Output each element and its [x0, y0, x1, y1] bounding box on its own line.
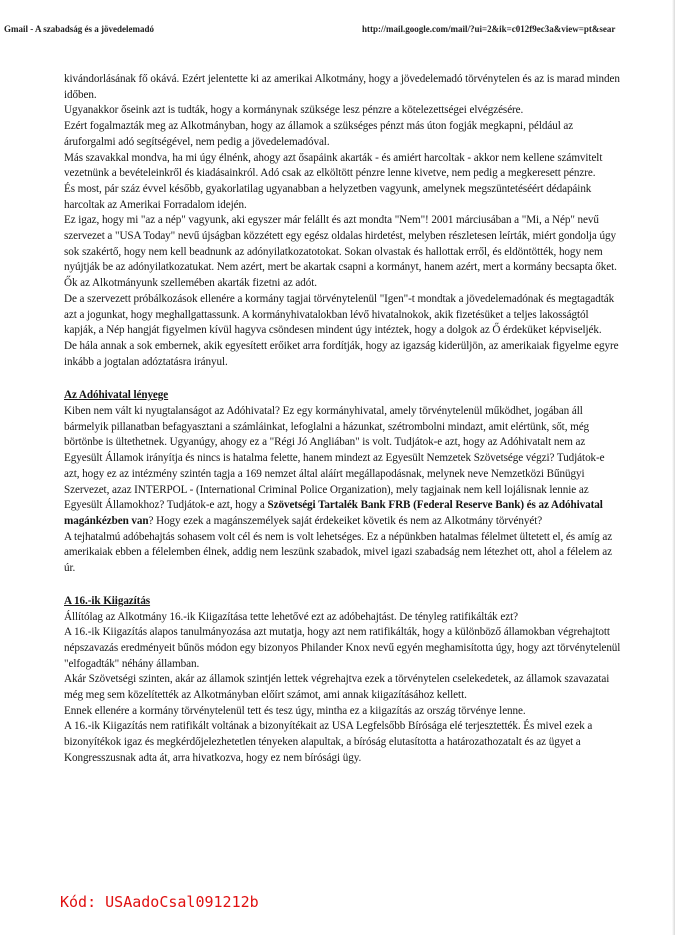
paragraph: Állítólag az Alkotmány 16.-ik Kiigazítása tette lehetővé ezt az adóbehajtást. De tényleg ratifikálták ezt? [64, 610, 518, 623]
section-gap [64, 370, 622, 388]
document-code-label: Kód: USAadoCsal091212b [60, 893, 259, 911]
paragraph: A 16.-ik Kiigazítás nem ratifikált voltának a bizonyítékait az USA Legfelsőbb Bírósága elé terjesztették. És mivel ezek a bizonyítékok igaz és megkérdőjelezhetetlen tényeken alapultak, a bíróság elutasította a határozathozatalt és az ügyet a Kongresszusnak adta át, arra hivatkozva, hogy ez nem bírósági ügy. [64, 720, 593, 764]
print-header-url: http://mail.google.com/mail/?ui=2&ik=c012f9ec3a&view=pt&sear [362, 24, 616, 34]
paragraph: A tejhatalmú adóbehajtás sohasem volt cél és nem is volt lehetséges. Ez a népünkben hatalmas félelmet ültetett el, és amíg az amerikaiak ebben a félelemben élnek, addig nem leszünk szabadok, mivel igazi szabadság nem létezhet ott, ahol a félelem az úr. [64, 530, 613, 575]
paragraph: A 16.-ik Kiigazítás alapos tanulmányozása azt mutatja, hogy azt nem ratifikálták, hogy a különböző államokban végrehajtott népszavazás eredményeit bűnös módon egy bizonyos Philander Knox nevű egyén meghamisította úgy, hogy azt törvénytelenül "elfogadták" néhány államban. [64, 626, 621, 670]
paragraph: És most, pár száz évvel később, gyakorlatilag ugyanabban a helyzetben vagyunk, amelynek megszüntetéséért dédapáink harcoltak az Amerikai Forradalom idején. [64, 182, 592, 211]
section-heading-kiigazitas: A 16.-ik Kiigazítás [64, 594, 151, 607]
paragraph: Ezért fogalmazták meg az Alkotmányban, hogy az államok a szükséges pénzt más úton fogják megkapni, például az áruforgalmi adó segítségével, nem pedig a jövedelemadóval. [64, 120, 574, 148]
paragraph: Ennek ellenére a kormány törvénytelenül tett és tesz úgy, mintha ez a kiigazítás az ország törvénye lenne. [64, 704, 526, 717]
paragraph: Más szavakkal mondva, ha mi úgy élnénk, ahogy azt ősapáink akarták - és amiért harcoltak - akkor nem kellene számvitelt vezetnünk a bevételeinkről és kiadásainkról. Adó csak az elköltött pénzre lenne kivetve, nem pedig a megkeresett pénzre. [64, 151, 603, 180]
paragraph: kivándorlásának fő okává. Ezért jelentette ki az amerikai Alkotmány, hogy a jövedelemadó törvénytelen és az is marad minden időben. [64, 73, 620, 101]
paragraph: De a szervezett próbálkozások ellenére a kormány tagjai törvénytelenül "Igen"-t mondtak a jövedelemadónak és megtagadták azt a jogunkat, hogy meghallgattassunk. A kormányhivatalokban lévő hivatalnokok, akik fizetésüket a teljes lakosságtól kapják, a Nép hangját figyelmen kívül hagyva csöndesen mindent úgy intéztek, hogy a dolgok az Ő érdeküket képviseljék. [64, 292, 615, 337]
section-heading-adohivatal: Az Adóhivatal lényege [64, 389, 169, 402]
paragraph-text: ? Hogy ezek a magánszemélyek saját érdekeiket követik és nem az Alkotmány törvényét? [148, 514, 543, 527]
paragraph: Ugyanakkor őseink azt is tudták, hogy a kormánynak szüksége lesz pénzre a kötelezettségei elvégzésére. [64, 104, 524, 117]
paragraph: De hála annak a sok embernek, akik egyesített erőiket arra fordítják, hogy az igazság kiderüljön, az amerikaiak figyelme egyre inkább a jogtalan adóztatásra irányul. [64, 339, 619, 368]
paragraph-text: Kiben nem vált ki nyugtalanságot az Adóhivatal? Ez egy kormányhivatal, amely törvénytelenül működhet, jogában áll bármelyik pillanatban befagyasztani a számláinkat, lefoglalni a házunkat, szétrombolni mindazt, amit elértünk, sőt, még börtönbe is ültethetnek. Ugyanúgy, ahogy ez a "Régi Jó Angliában" is volt. Tudjátok-e azt, hogy az Adóhivatalt nem az Egyesült Államok irányítja és nincs is hatalma felette, hanem mindezt az Egyesült Nemzetek Szövetsége végzi? Tudjátok-e azt, hogy ez az intézmény szintén tagja a 169 nemzet által aláírt megállapodásnak, melynek neve Nemzetközi Bűnügyi Szervezet, azaz INTERPOL - (International Criminal Police Organization), mely tagjainak nem kell lojálisnak lennie az Egyesült Államokhoz? Tudjátok-e azt, hogy a [64, 405, 605, 512]
bold-phrase: Szövetségi Tartalék Bank FRB (Federal Reserve Bank) és az Adóhivatal magánkézben van [64, 499, 603, 527]
document-body [64, 72, 622, 767]
section-gap [64, 577, 622, 594]
paragraph: Akár Szövetségi szinten, akár az államok szintjén lettek végrehajtva ezek a törvénytelen cselekedetek, az államok szavazatai még meg sem közelítették az Alkotmányban előírt számot, ami annak kiigazításához kellett. [64, 673, 610, 702]
paragraph: Ez igaz, hogy mi "az a nép" vagyunk, aki egyszer már felállt és azt mondta "Nem"! 2001 márciusában a "Mi, a Nép" nevű szervezet a "USA Today" nevű újságban közzétett egy egész oldalas hirdetést, melyben részletesen leírták, miért gondolja úgy sok szakértő, hogy nem kell beadnunk az adónyilatkozatotokat. Sokan olvastak és hallottak erről, és eldöntötték, hogy nem nyújtják be az adónyilatkozatukat. Nem azért, mert be akartak csapni a kormányt, hanem azért, mert a kormány becsapta őket. Ők az Alkotmányunk szellemében akarták fizetni az adót. [64, 214, 617, 290]
print-header-title: Gmail - A szabadság és a jövedelemadó [4, 24, 154, 34]
paragraph [64, 404, 622, 530]
